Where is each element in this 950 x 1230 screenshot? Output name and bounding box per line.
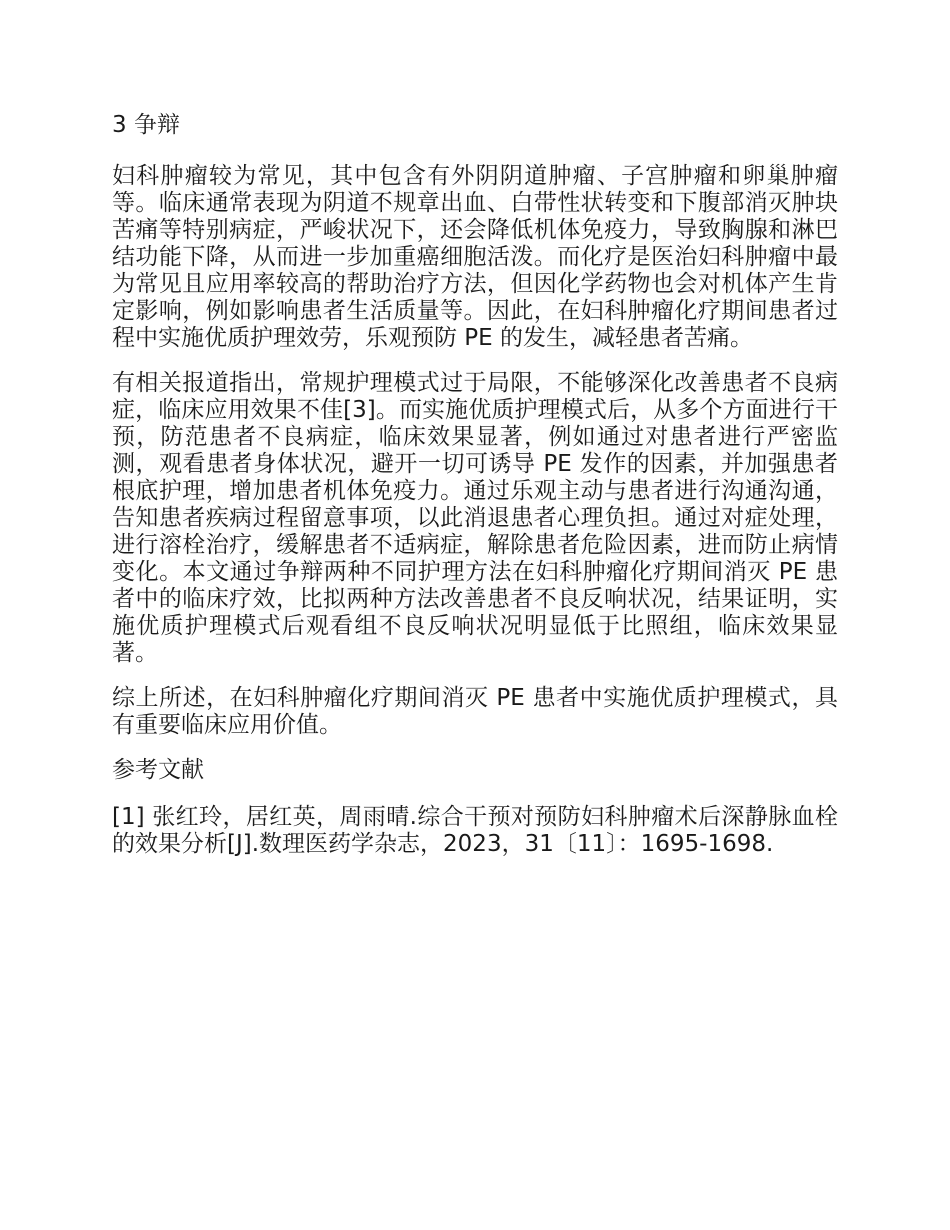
section-heading: 3 争辩: [112, 112, 180, 138]
paragraph-background: 妇科肿瘤较为常见，其中包含有外阴阴道肿瘤、子宫肿瘤和卵巢肿瘤等。临床通常表现为阴道不规章出血、白带性状转变和下腹部消灭肿块苦痛等特别病症，严峻状况下，还会降低机体免疫力，导致胸腺和淋巴结功能下降，从而进一步加重癌细胞活泼。而化疗是医治妇科肿瘤中最为常见且应用率较高的帮助治疗方法，但因化学药物也会对机体产生肯定影响，例如影响患者生活质量等。因此，在妇科肿瘤化疗期间患者过程中实施优质护理效劳，乐观预防 PE 的发生，减轻患者苦痛。: [112, 163, 838, 351]
document-page: [112, 112, 838, 858]
paragraph-discussion: 有相关报道指出，常规护理模式过于局限，不能够深化改善患者不良病症，临床应用效果不佳[3]。而实施优质护理模式后，从多个方面进行干预，防范患者不良病症，临床效果显著，例如通过对患者进行严密监测，观看患者身体状况，避开一切可诱导 PE 发作的因素，并加强患者根底护理，增加患者机体免疫力。通过乐观主动与患者进行沟通沟通，告知患者疾病过程留意事项，以此消退患者心理负担。通过对症处理，进行溶栓治疗，缓解患者不适病症，解除患者危险因素，进而防止病情变化。本文通过争辩两种不同护理方法在妇科肿瘤化疗期间消灭 PE 患者中的临床疗效，比拟两种方法改善患者不良反响状况，结果证明，实施优质护理模式后观看组不良反响状况明显低于比照组，临床效果显著。: [112, 370, 838, 666]
paragraph-conclusion: 综上所述，在妇科肿瘤化疗期间消灭 PE 患者中实施优质护理模式，具有重要临床应用价值。: [112, 685, 838, 738]
references-title: 参考文献: [112, 757, 204, 783]
reference-item: [1] 张红玲，居红英，周雨晴.综合干预对预防妇科肿瘤术后深静脉血栓的效果分析[J].数理医药学杂志，2023，31〔11〕：1695-1698.: [112, 804, 838, 857]
